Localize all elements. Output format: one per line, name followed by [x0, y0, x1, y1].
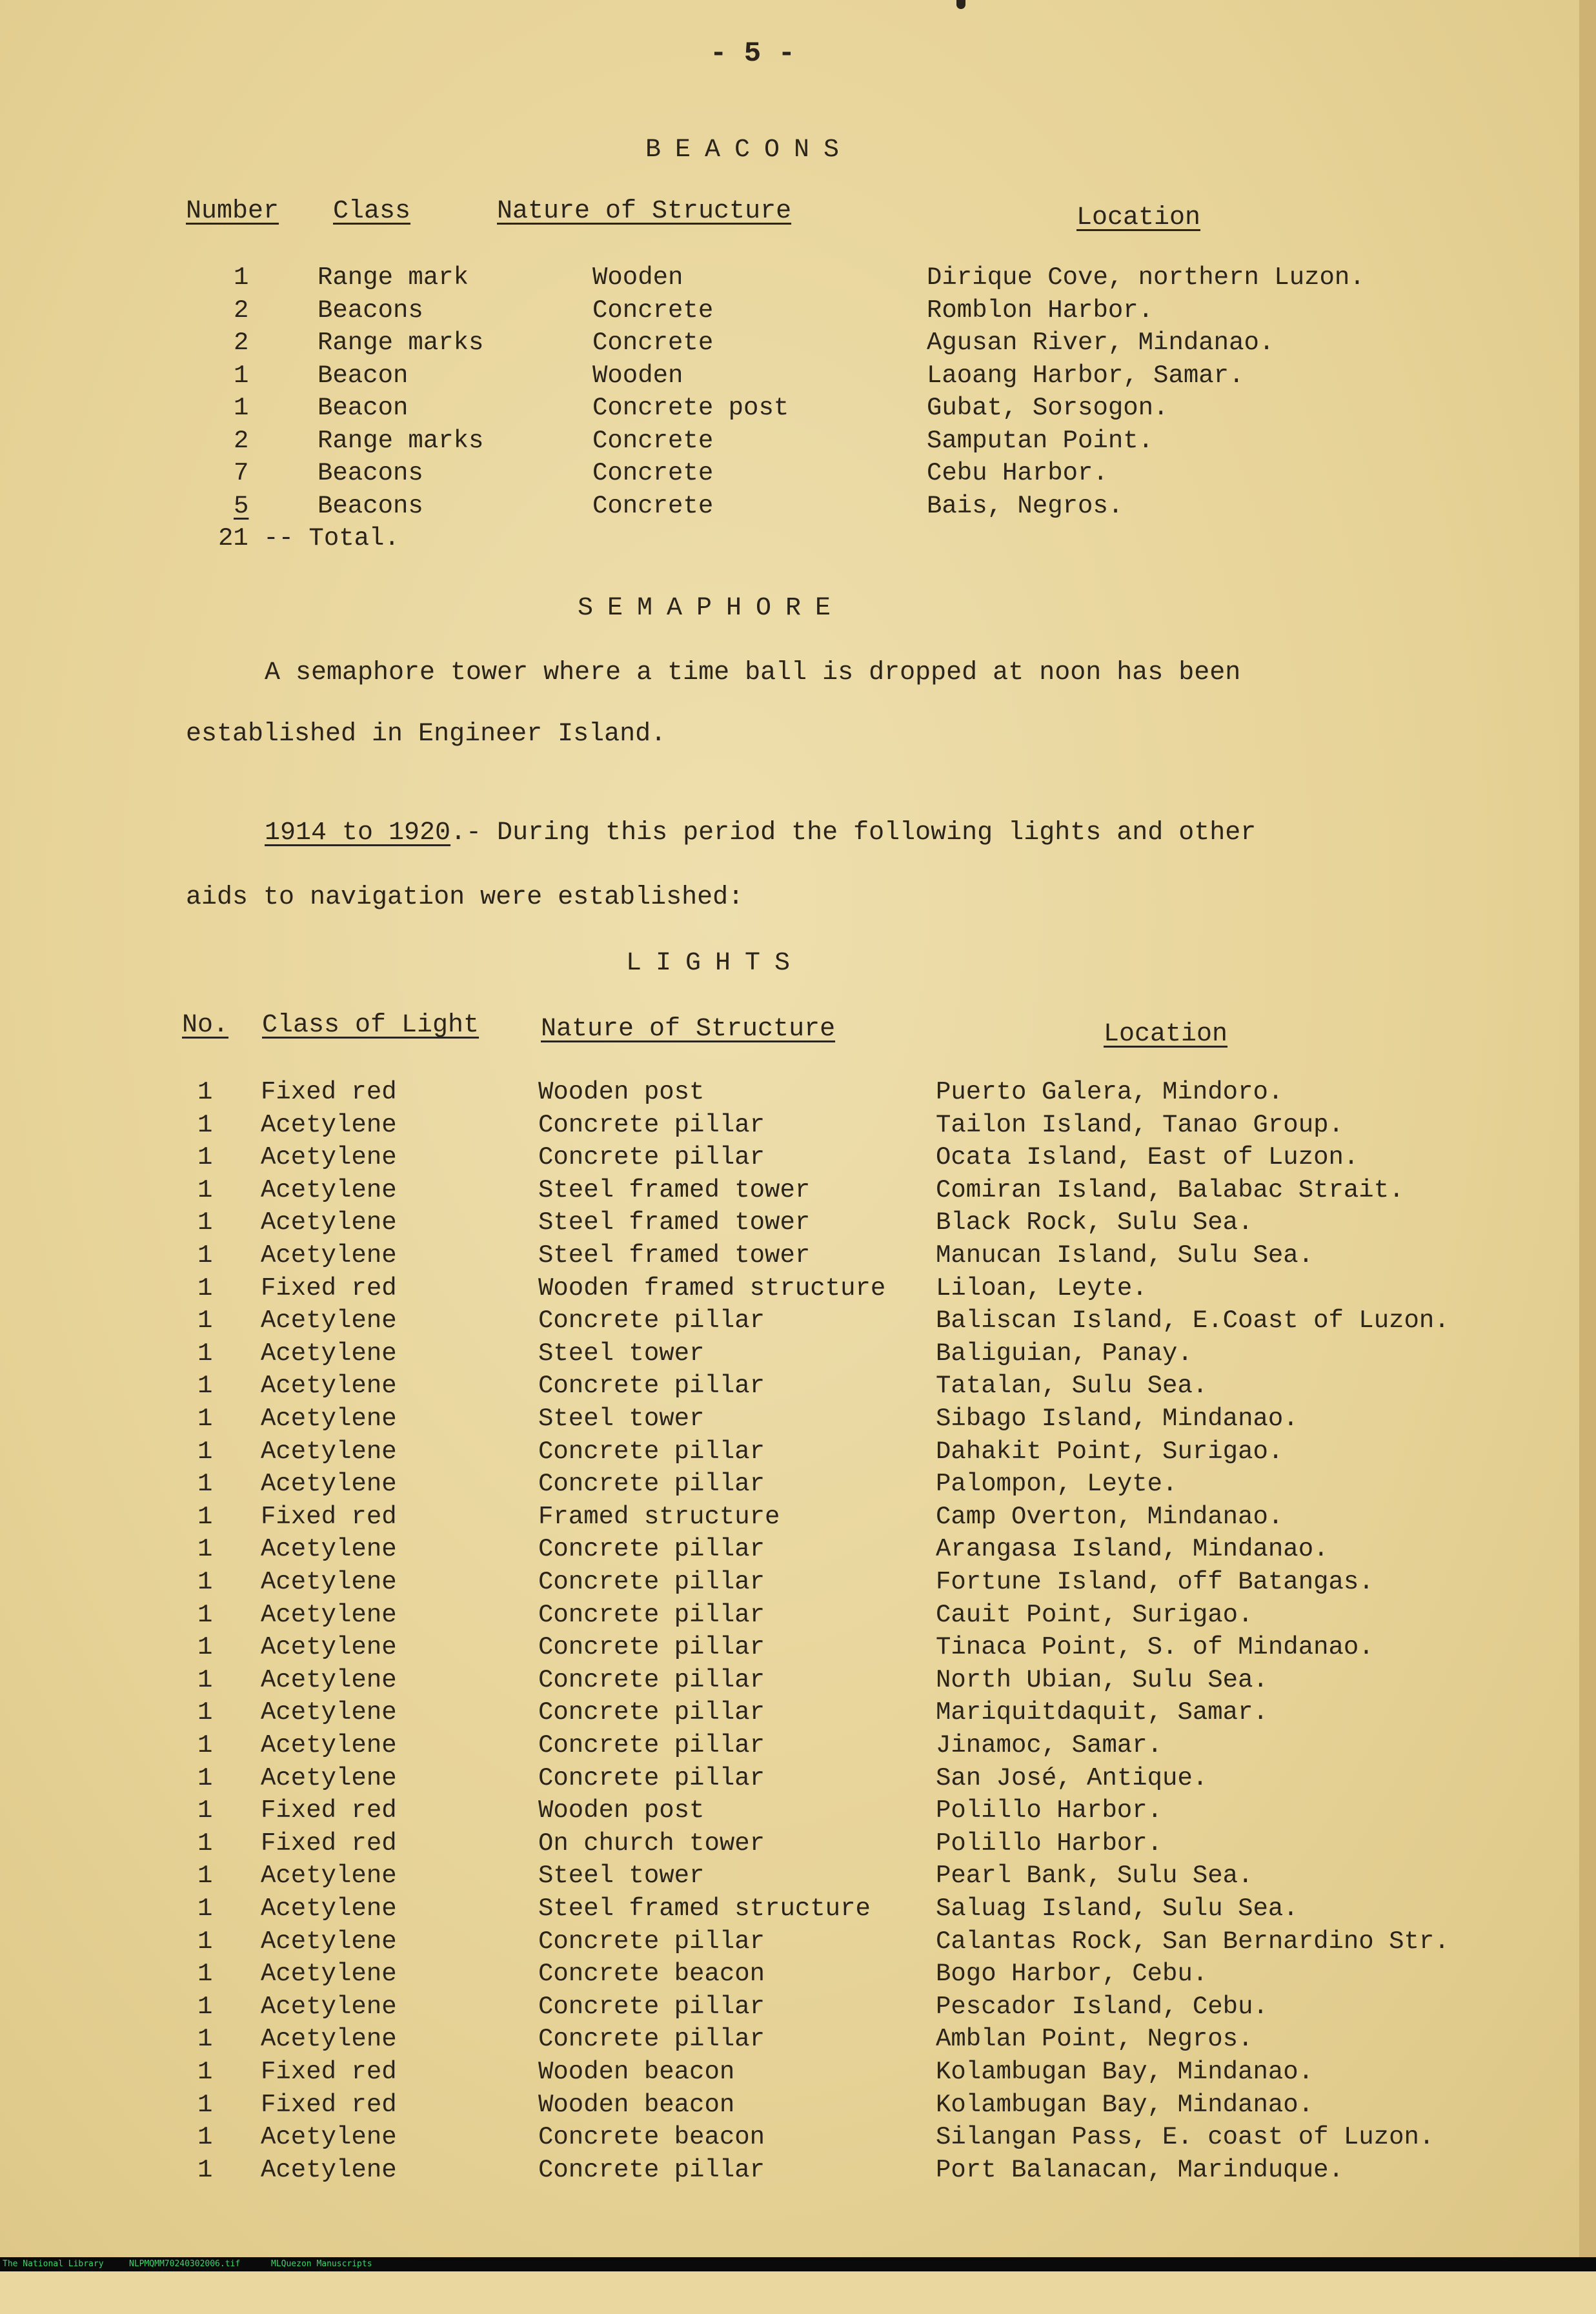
light-no: 1	[197, 2123, 213, 2151]
light-no: 1	[197, 1372, 213, 1400]
light-class: Acetylene	[261, 1960, 397, 1988]
footer-source: The National Library	[3, 2259, 104, 2269]
light-class: Acetylene	[261, 1372, 397, 1400]
light-location: Comiran Island, Balabac Strait.	[936, 1176, 1404, 1204]
light-structure: Concrete pillar	[538, 1111, 765, 1139]
beacon-number: 1	[234, 394, 249, 422]
light-structure: Wooden beacon	[538, 2058, 735, 2086]
light-class: Acetylene	[261, 1568, 397, 1596]
light-location: Silangan Pass, E. coast of Luzon.	[936, 2123, 1435, 2151]
light-location: Fortune Island, off Batangas.	[936, 1568, 1374, 1596]
beacon-class: Beacon	[318, 394, 409, 422]
light-structure: Concrete pillar	[538, 2025, 765, 2053]
light-no: 1	[197, 1241, 213, 1270]
light-no: 1	[197, 1437, 213, 1466]
beacon-structure: Concrete	[592, 296, 714, 325]
light-no: 1	[197, 1176, 213, 1204]
beacons-total: 21 -- Total.	[218, 524, 399, 553]
beacon-structure: Concrete	[592, 427, 714, 455]
light-class: Acetylene	[261, 1698, 397, 1727]
light-location: Saluag Island, Sulu Sea.	[936, 1894, 1298, 1923]
beacon-structure: Wooden	[592, 361, 683, 390]
light-location: Black Rock, Sulu Sea.	[936, 1208, 1253, 1237]
beacon-location: Laoang Harbor, Samar.	[927, 361, 1244, 390]
light-structure: Steel framed structure	[538, 1894, 871, 1923]
light-structure: Steel tower	[538, 1862, 705, 1890]
beacon-location: Bais, Negros.	[927, 492, 1124, 520]
beacon-structure: Wooden	[592, 263, 683, 292]
light-location: Mariquitdaquit, Samar.	[936, 1698, 1268, 1727]
light-class: Acetylene	[261, 1405, 397, 1433]
light-class: Acetylene	[261, 1927, 397, 1956]
light-structure: Concrete pillar	[538, 1666, 765, 1694]
light-structure: Concrete pillar	[538, 1633, 765, 1661]
light-no: 1	[197, 1568, 213, 1596]
period-line-1	[265, 818, 1256, 847]
light-class: Fixed red	[261, 2091, 397, 2119]
light-location: North Ubian, Sulu Sea.	[936, 1666, 1268, 1694]
beacon-number: 7	[234, 459, 249, 487]
light-class: Acetylene	[261, 1176, 397, 1204]
light-class: Fixed red	[261, 1503, 397, 1531]
light-class: Acetylene	[261, 1764, 397, 1792]
footer-collection: MLQuezon Manuscripts	[271, 2259, 372, 2269]
light-no: 1	[197, 1894, 213, 1923]
light-structure: Concrete pillar	[538, 1437, 765, 1466]
light-structure: Concrete pillar	[538, 2156, 765, 2184]
light-class: Acetylene	[261, 1894, 397, 1923]
light-no: 1	[197, 1306, 213, 1335]
light-structure: Steel tower	[538, 1405, 705, 1433]
light-no: 1	[197, 1698, 213, 1727]
light-structure: Wooden framed structure	[538, 1274, 886, 1303]
light-structure: Steel tower	[538, 1339, 705, 1368]
light-class: Acetylene	[261, 1993, 397, 2021]
light-no: 1	[197, 1601, 213, 1629]
semaphore-line-1: A semaphore tower where a time ball is dropped at noon has been	[265, 658, 1241, 687]
period-line-2: aids to navigation were established:	[186, 883, 744, 912]
light-structure: Wooden beacon	[538, 2091, 735, 2119]
light-no: 1	[197, 1405, 213, 1433]
light-location: Baliguian, Panay.	[936, 1339, 1193, 1368]
beacon-number: 1	[234, 361, 249, 390]
beacon-class: Range marks	[318, 329, 484, 357]
light-no: 1	[197, 1764, 213, 1792]
paper-edge	[1579, 0, 1596, 2271]
light-no: 1	[197, 1731, 213, 1760]
semaphore-heading: SEMAPHORE	[578, 594, 845, 623]
beacon-class: Range marks	[318, 427, 484, 455]
light-class: Acetylene	[261, 1535, 397, 1563]
light-class: Acetylene	[261, 1306, 397, 1335]
light-location: Camp Overton, Mindanao.	[936, 1503, 1284, 1531]
light-class: Fixed red	[261, 1078, 397, 1106]
light-no: 1	[197, 1208, 213, 1237]
beacons-col-number: Number	[186, 197, 279, 226]
light-class: Acetylene	[261, 1862, 397, 1890]
beacon-location: Agusan River, Mindanao.	[927, 329, 1275, 357]
light-location: Ocata Island, East of Luzon.	[936, 1143, 1359, 1172]
light-no: 1	[197, 2156, 213, 2184]
beacons-col-structure: Nature of Structure	[497, 197, 792, 226]
light-structure: Steel framed tower	[538, 1208, 811, 1237]
light-class: Acetylene	[261, 1241, 397, 1270]
lights-col-location: Location	[1104, 1020, 1228, 1049]
light-no: 1	[197, 1470, 213, 1498]
lights-col-structure: Nature of Structure	[541, 1015, 836, 1044]
light-location: Tailon Island, Tanao Group.	[936, 1111, 1344, 1139]
light-location: Jinamoc, Samar.	[936, 1731, 1163, 1760]
light-structure: Concrete beacon	[538, 1960, 765, 1988]
light-no: 1	[197, 1111, 213, 1139]
light-location: Port Balanacan, Marinduque.	[936, 2156, 1344, 2184]
light-location: Pescador Island, Cebu.	[936, 1993, 1268, 2021]
beacon-number: 2	[234, 296, 249, 325]
light-structure: Concrete pillar	[538, 1698, 765, 1727]
beacons-heading: BEACONS	[645, 136, 854, 165]
light-structure: Steel framed tower	[538, 1241, 811, 1270]
light-structure: Concrete pillar	[538, 1535, 765, 1563]
light-no: 1	[197, 2091, 213, 2119]
beacon-structure: Concrete	[592, 492, 714, 520]
beacon-location: Samputan Point.	[927, 427, 1154, 455]
light-location: Kolambugan Bay, Mindanao.	[936, 2091, 1314, 2119]
light-class: Fixed red	[261, 1796, 397, 1825]
semaphore-line-2: established in Engineer Island.	[186, 720, 667, 749]
beacons-col-location: Location	[1076, 203, 1201, 232]
light-no: 1	[197, 1633, 213, 1661]
light-class: Acetylene	[261, 1143, 397, 1172]
light-no: 1	[197, 1666, 213, 1694]
beacon-class: Beacons	[318, 296, 423, 325]
light-structure: Steel framed tower	[538, 1176, 811, 1204]
lights-col-no: No.	[182, 1011, 229, 1040]
light-class: Acetylene	[261, 2025, 397, 2053]
beacon-class: Range mark	[318, 263, 469, 292]
light-class: Fixed red	[261, 1829, 397, 1858]
light-class: Acetylene	[261, 1666, 397, 1694]
beacon-number: 2	[234, 427, 249, 455]
light-no: 1	[197, 2058, 213, 2086]
beacon-number: 1	[234, 263, 249, 292]
beacon-number: 2	[234, 329, 249, 357]
beacon-class: Beacons	[318, 492, 423, 520]
light-location: Palompon, Leyte.	[936, 1470, 1178, 1498]
beacon-location: Cebu Harbor.	[927, 459, 1108, 487]
light-location: Bogo Harbor, Cebu.	[936, 1960, 1208, 1988]
light-structure: Concrete pillar	[538, 1731, 765, 1760]
light-location: Dahakit Point, Surigao.	[936, 1437, 1284, 1466]
beacon-location: Dirique Cove, northern Luzon.	[927, 263, 1365, 292]
light-no: 1	[197, 1339, 213, 1368]
light-structure: Wooden post	[538, 1796, 705, 1825]
light-no: 1	[197, 1960, 213, 1988]
light-structure: Concrete pillar	[538, 1372, 765, 1400]
light-location: Polillo Harbor.	[936, 1829, 1163, 1858]
beacon-structure: Concrete	[592, 329, 714, 357]
light-structure: Concrete pillar	[538, 1568, 765, 1596]
light-no: 1	[197, 1927, 213, 1956]
footer-filename: NLPMQMM70240302006.tif	[129, 2259, 241, 2269]
light-structure: Concrete pillar	[538, 1306, 765, 1335]
ink-mark	[956, 0, 965, 9]
light-location: Kolambugan Bay, Mindanao.	[936, 2058, 1314, 2086]
light-no: 1	[197, 1078, 213, 1106]
light-class: Acetylene	[261, 2123, 397, 2151]
light-no: 1	[197, 1829, 213, 1858]
light-structure: Wooden post	[538, 1078, 705, 1106]
light-location: Sibago Island, Mindanao.	[936, 1405, 1298, 1433]
light-no: 1	[197, 1535, 213, 1563]
light-structure: Concrete pillar	[538, 1601, 765, 1629]
light-structure: Concrete pillar	[538, 1927, 765, 1956]
light-no: 1	[197, 1862, 213, 1890]
light-class: Acetylene	[261, 1208, 397, 1237]
beacon-class: Beacons	[318, 459, 423, 487]
light-structure: Concrete pillar	[538, 1470, 765, 1498]
period-date-range: 1914 to 1920	[265, 818, 451, 847]
light-location: Baliscan Island, E.Coast of Luzon.	[936, 1306, 1450, 1335]
light-no: 1	[197, 1796, 213, 1825]
beacon-location: Romblon Harbor.	[927, 296, 1154, 325]
beacons-col-class: Class	[333, 197, 411, 226]
beacon-location: Gubat, Sorsogon.	[927, 394, 1169, 422]
light-structure: On church tower	[538, 1829, 765, 1858]
light-class: Acetylene	[261, 1339, 397, 1368]
light-location: Amblan Point, Negros.	[936, 2025, 1253, 2053]
light-location: Arangasa Island, Mindanao.	[936, 1535, 1329, 1563]
beacon-structure: Concrete post	[592, 394, 789, 422]
light-location: Puerto Galera, Mindoro.	[936, 1078, 1284, 1106]
light-no: 1	[197, 1503, 213, 1531]
light-no: 1	[197, 1993, 213, 2021]
light-location: Calantas Rock, San Bernardino Str.	[936, 1927, 1450, 1956]
light-location: Liloan, Leyte.	[936, 1274, 1147, 1303]
light-location: Pearl Bank, Sulu Sea.	[936, 1862, 1253, 1890]
light-structure: Concrete pillar	[538, 1143, 765, 1172]
period-line-1-rest: .- During this period the following lights and other	[450, 818, 1257, 847]
light-structure: Framed structure	[538, 1503, 780, 1531]
light-no: 1	[197, 1143, 213, 1172]
beacon-class: Beacon	[318, 361, 409, 390]
light-location: San José, Antique.	[936, 1764, 1208, 1792]
light-class: Acetylene	[261, 1633, 397, 1661]
light-no: 1	[197, 2025, 213, 2053]
light-class: Acetylene	[261, 1601, 397, 1629]
lights-heading: LIGHTS	[626, 949, 805, 978]
light-location: Polillo Harbor.	[936, 1796, 1163, 1825]
light-class: Acetylene	[261, 1470, 397, 1498]
light-structure: Concrete beacon	[538, 2123, 765, 2151]
light-class: Fixed red	[261, 2058, 397, 2086]
light-class: Acetylene	[261, 2156, 397, 2184]
light-structure: Concrete pillar	[538, 1764, 765, 1792]
light-location: Manucan Island, Sulu Sea.	[936, 1241, 1314, 1270]
light-no: 1	[197, 1274, 213, 1303]
light-structure: Concrete pillar	[538, 1993, 765, 2021]
footer-bar	[0, 2257, 1596, 2271]
light-class: Acetylene	[261, 1731, 397, 1760]
light-location: Cauit Point, Surigao.	[936, 1601, 1253, 1629]
light-class: Fixed red	[261, 1274, 397, 1303]
page-number: - 5 -	[710, 37, 796, 70]
light-class: Acetylene	[261, 1111, 397, 1139]
beacon-number: 5	[234, 492, 249, 520]
light-class: Acetylene	[261, 1437, 397, 1466]
beacon-structure: Concrete	[592, 459, 714, 487]
light-location: Tatalan, Sulu Sea.	[936, 1372, 1208, 1400]
lights-col-class: Class of Light	[262, 1011, 480, 1040]
light-location: Tinaca Point, S. of Mindanao.	[936, 1633, 1374, 1661]
